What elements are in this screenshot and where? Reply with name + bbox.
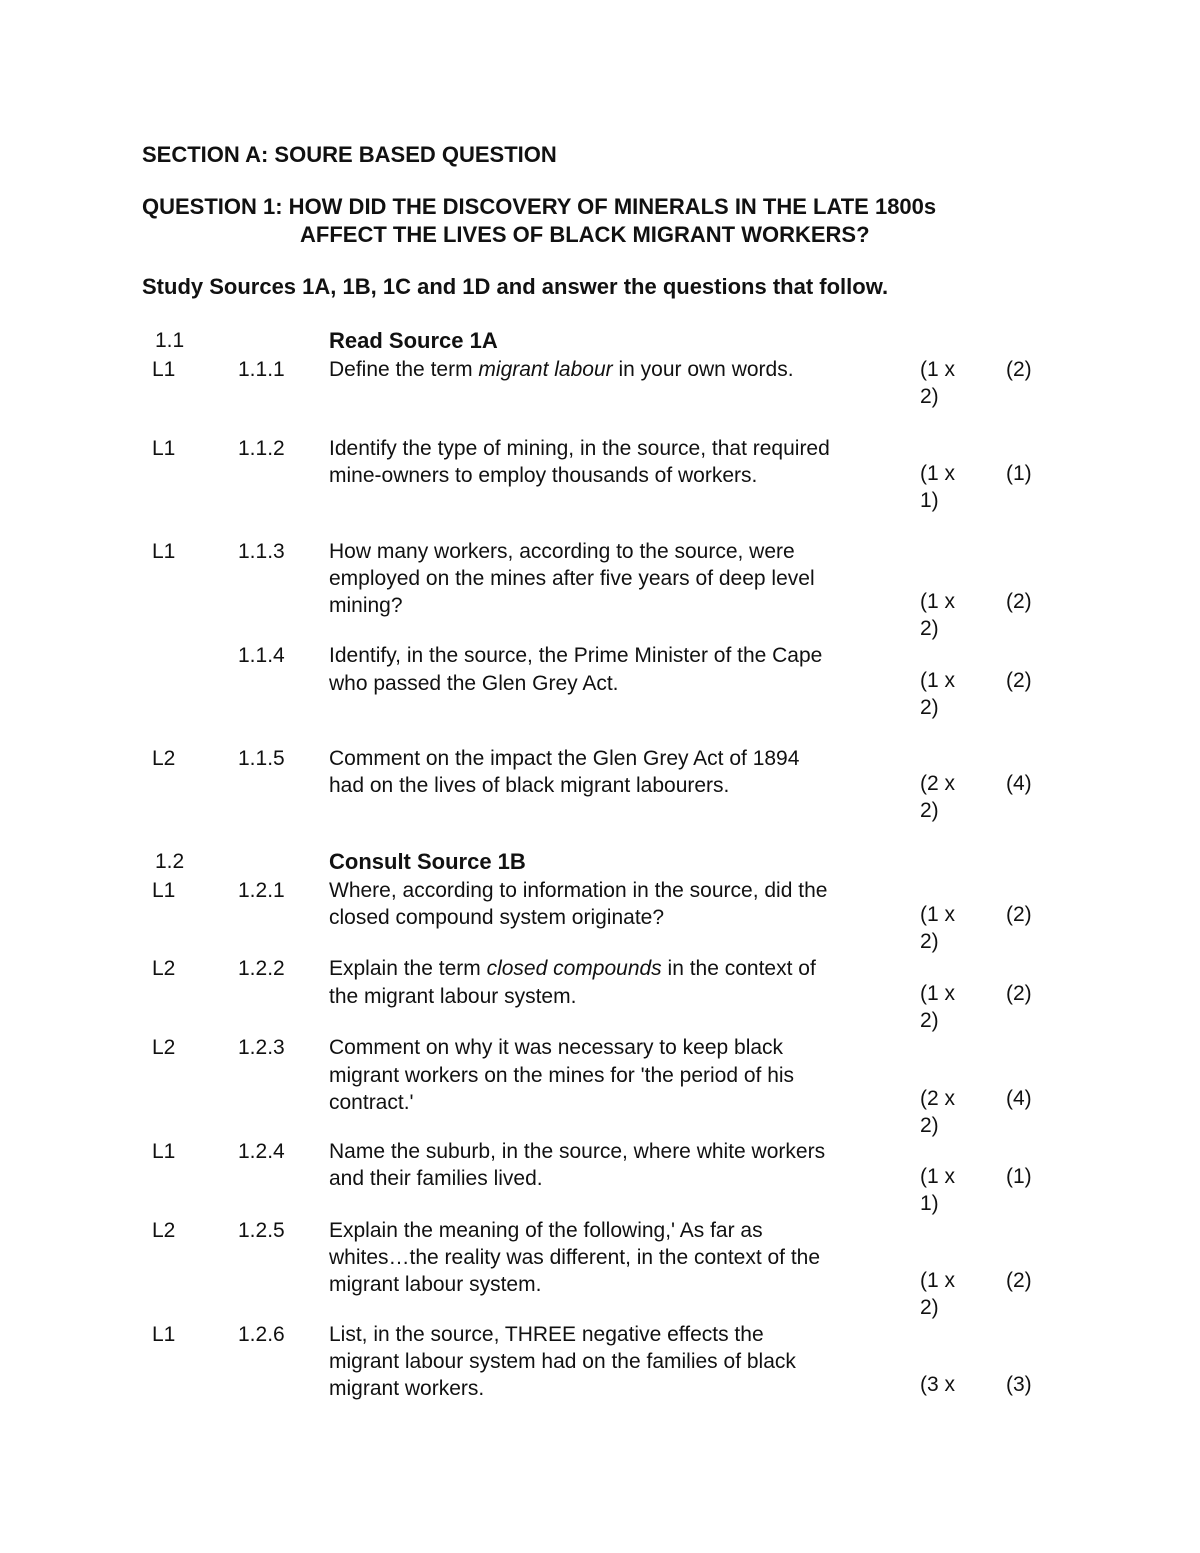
question-number: 1.2.5 <box>238 1219 285 1242</box>
question-title-line-2: AFFECT THE LIVES OF BLACK MIGRANT WORKERS? <box>300 222 870 247</box>
mark-allocation: (1 x <box>920 982 956 1005</box>
question-total: (4) <box>1006 1087 1032 1110</box>
question-total: (2) <box>1006 590 1032 613</box>
mark-allocation-cont: 1) <box>920 489 939 512</box>
subsection-heading: Read Source 1A <box>329 328 498 353</box>
question-text-line: mining? <box>329 594 403 617</box>
question-text-line: How many workers, according to the source, were <box>329 540 795 563</box>
subsection-number: 1.1 <box>155 329 185 352</box>
question-total: (3) <box>1006 1373 1032 1396</box>
question-number: 1.1.3 <box>238 540 285 563</box>
question-text-line: employed on the mines after five years of deep level <box>329 567 815 590</box>
mark-allocation-cont: 2) <box>920 1009 939 1032</box>
question-text: Define the term migrant labour in your own words. <box>329 358 794 381</box>
mark-allocation: (1 x <box>920 462 956 485</box>
question-text-line: migrant workers on the mines for 'the period of his <box>329 1064 795 1087</box>
question-level: L1 <box>152 1323 176 1346</box>
question-number: 1.2.6 <box>238 1323 285 1346</box>
question-number: 1.2.3 <box>238 1036 285 1059</box>
question-number: 1.1.2 <box>238 437 285 460</box>
question-text-line: migrant workers. <box>329 1377 485 1400</box>
question-number: 1.2.2 <box>238 957 285 980</box>
question-text-line: migrant labour system had on the families of black <box>329 1350 796 1373</box>
question-total: (2) <box>1006 982 1032 1005</box>
question-total: (1) <box>1006 1165 1032 1188</box>
question-number: 1.2.1 <box>238 879 285 902</box>
mark-allocation-cont: 2) <box>920 799 939 822</box>
question-text-line: migrant labour system. <box>329 1273 542 1296</box>
mark-allocation: (1 x <box>920 1165 956 1188</box>
question-number: 1.1.1 <box>238 358 285 381</box>
question-text-line: closed compound system originate? <box>329 906 665 929</box>
mark-allocation: (1 x <box>920 903 956 926</box>
question-total: (4) <box>1006 772 1032 795</box>
subsection-number: 1.2 <box>155 850 185 873</box>
mark-allocation-cont: 2) <box>920 930 939 953</box>
mark-allocation-cont: 2) <box>920 1114 939 1137</box>
question-text-line: and their families lived. <box>329 1167 543 1190</box>
question-total: (1) <box>1006 462 1032 485</box>
question-text-line: List, in the source, THREE negative effects the <box>329 1323 764 1346</box>
question-total: (2) <box>1006 358 1032 381</box>
subsection-heading: Consult Source 1B <box>329 849 526 874</box>
question-text-line: Comment on why it was necessary to keep black <box>329 1036 784 1059</box>
question-text-line: whites…the reality was different, in the context of the <box>329 1246 821 1269</box>
question-number: 1.1.4 <box>238 644 285 667</box>
mark-allocation: (1 x <box>920 669 956 692</box>
question-total: (2) <box>1006 1269 1032 1292</box>
mark-allocation-cont: 2) <box>920 696 939 719</box>
question-text-line: Identify, in the source, the Prime Minister of the Cape <box>329 644 823 667</box>
mark-allocation: (1 x <box>920 358 956 381</box>
question-total: (2) <box>1006 669 1032 692</box>
question-level: L2 <box>152 1036 176 1059</box>
question-text-line: Identify the type of mining, in the source, that required <box>329 437 830 460</box>
mark-allocation: (1 x <box>920 590 956 613</box>
question-level: L1 <box>152 358 176 381</box>
question-text-line: Explain the term closed compounds in the context of <box>329 957 816 980</box>
question-level: L1 <box>152 437 176 460</box>
question-number: 1.1.5 <box>238 747 285 770</box>
question-text-line: contract.' <box>329 1091 414 1114</box>
question-level: L1 <box>152 540 176 563</box>
question-level: L1 <box>152 879 176 902</box>
mark-allocation: (1 x <box>920 1269 956 1292</box>
question-level: L1 <box>152 1140 176 1163</box>
mark-allocation: (2 x <box>920 772 956 795</box>
question-text-line: Comment on the impact the Glen Grey Act of 1894 <box>329 747 800 770</box>
question-text-line: mine-owners to employ thousands of workers. <box>329 464 758 487</box>
mark-allocation-cont: 2) <box>920 617 939 640</box>
section-title: SECTION A: SOURE BASED QUESTION <box>142 142 557 167</box>
mark-allocation-cont: 2) <box>920 1296 939 1319</box>
question-level: L2 <box>152 747 176 770</box>
question-text-line: Explain the meaning of the following,' As far as <box>329 1219 763 1242</box>
mark-allocation: (3 x <box>920 1373 956 1396</box>
question-text-line: had on the lives of black migrant labourers. <box>329 774 730 797</box>
question-title-line-1: QUESTION 1: HOW DID THE DISCOVERY OF MINERALS IN THE LATE 1800s <box>142 194 937 219</box>
question-text-line: the migrant labour system. <box>329 985 577 1008</box>
question-total: (2) <box>1006 903 1032 926</box>
mark-allocation-cont: 2) <box>920 385 939 408</box>
question-text-line: who passed the Glen Grey Act. <box>329 672 619 695</box>
instruction: Study Sources 1A, 1B, 1C and 1D and answer the questions that follow. <box>142 274 889 299</box>
question-number: 1.2.4 <box>238 1140 285 1163</box>
question-text-line: Name the suburb, in the source, where white workers <box>329 1140 826 1163</box>
question-text-line: Where, according to information in the source, did the <box>329 879 828 902</box>
mark-allocation-cont: 1) <box>920 1192 939 1215</box>
question-level: L2 <box>152 957 176 980</box>
mark-allocation: (2 x <box>920 1087 956 1110</box>
question-level: L2 <box>152 1219 176 1242</box>
